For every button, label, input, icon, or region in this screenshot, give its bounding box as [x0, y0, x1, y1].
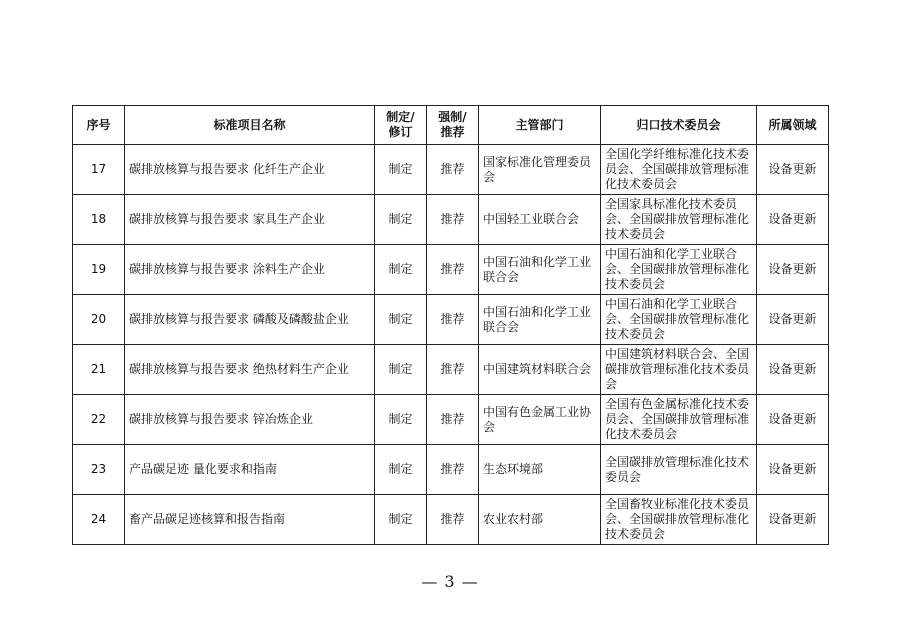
- row-number-cell: 21: [73, 345, 125, 395]
- department-cell: 中国建筑材料联合会: [479, 345, 601, 395]
- standard-name-cell: 畜产品碳足迹核算和报告指南: [125, 495, 375, 545]
- department-cell: 中国石油和化学工业联合会: [479, 295, 601, 345]
- field-cell: 设备更新: [757, 245, 829, 295]
- header-field: 所属领域: [757, 106, 829, 145]
- row-number-cell: 18: [73, 195, 125, 245]
- page-number: — 3 —: [421, 572, 479, 591]
- standard-name-cell: 碳排放核算与报告要求 绝热材料生产企业: [125, 345, 375, 395]
- row-number-cell: 22: [73, 395, 125, 445]
- header-revise-line2: 修订: [388, 125, 413, 139]
- table-header-row: [73, 106, 829, 145]
- department-cell: 中国石油和化学工业联合会: [479, 245, 601, 295]
- committee-cell: 全国碳排放管理标准化技术委员会: [601, 445, 757, 495]
- header-revise-line1: 制定/: [386, 110, 415, 124]
- header-revise: [375, 106, 427, 145]
- table-row: [73, 295, 829, 345]
- field-cell: 设备更新: [757, 195, 829, 245]
- standard-name-cell: 碳排放核算与报告要求 磷酸及磷酸盐企业: [125, 295, 375, 345]
- committee-cell: 全国家具标准化技术委员会、全国碳排放管理标准化技术委员会: [601, 195, 757, 245]
- row-number-cell: 20: [73, 295, 125, 345]
- field-cell: 设备更新: [757, 295, 829, 345]
- force-type-cell: 推荐: [427, 245, 479, 295]
- row-number-cell: 19: [73, 245, 125, 295]
- committee-cell: 中国石油和化学工业联合会、全国碳排放管理标准化技术委员会: [601, 245, 757, 295]
- revise-type-cell: 制定: [375, 245, 427, 295]
- department-cell: 中国轻工业联合会: [479, 195, 601, 245]
- department-cell: 生态环境部: [479, 445, 601, 495]
- committee-cell: 中国建筑材料联合会、全国碳排放管理标准化技术委员会: [601, 345, 757, 395]
- table-row: [73, 245, 829, 295]
- standard-name-cell: 碳排放核算与报告要求 涂料生产企业: [125, 245, 375, 295]
- committee-cell: 全国化学纤维标准化技术委员会、全国碳排放管理标准化技术委员会: [601, 145, 757, 195]
- force-type-cell: 推荐: [427, 345, 479, 395]
- revise-type-cell: 制定: [375, 345, 427, 395]
- row-number-cell: 23: [73, 445, 125, 495]
- force-type-cell: 推荐: [427, 145, 479, 195]
- header-force-line2: 推荐: [440, 125, 465, 139]
- header-force: [427, 106, 479, 145]
- standard-name-cell: 碳排放核算与报告要求 化纤生产企业: [125, 145, 375, 195]
- department-cell: 农业农村部: [479, 495, 601, 545]
- field-cell: 设备更新: [757, 395, 829, 445]
- field-cell: 设备更新: [757, 145, 829, 195]
- table-row: [73, 395, 829, 445]
- revise-type-cell: 制定: [375, 145, 427, 195]
- revise-type-cell: 制定: [375, 395, 427, 445]
- standard-name-cell: 碳排放核算与报告要求 家具生产企业: [125, 195, 375, 245]
- row-number-cell: 17: [73, 145, 125, 195]
- table-row: [73, 445, 829, 495]
- committee-cell: 全国有色金属标准化技术委员会、全国碳排放管理标准化技术委员会: [601, 395, 757, 445]
- department-cell: 中国有色金属工业协会: [479, 395, 601, 445]
- field-cell: 设备更新: [757, 495, 829, 545]
- standards-table: [72, 105, 829, 545]
- committee-cell: 中国石油和化学工业联合会、全国碳排放管理标准化技术委员会: [601, 295, 757, 345]
- revise-type-cell: 制定: [375, 495, 427, 545]
- force-type-cell: 推荐: [427, 445, 479, 495]
- field-cell: 设备更新: [757, 345, 829, 395]
- force-type-cell: 推荐: [427, 195, 479, 245]
- table-row: [73, 495, 829, 545]
- standard-name-cell: 碳排放核算与报告要求 锌冶炼企业: [125, 395, 375, 445]
- standard-name-cell: 产品碳足迹 量化要求和指南: [125, 445, 375, 495]
- table-row: [73, 145, 829, 195]
- header-dept: 主管部门: [479, 106, 601, 145]
- table-row: [73, 195, 829, 245]
- revise-type-cell: 制定: [375, 445, 427, 495]
- force-type-cell: 推荐: [427, 395, 479, 445]
- committee-cell: 全国畜牧业标准化技术委员会、全国碳排放管理标准化技术委员会: [601, 495, 757, 545]
- header-no: 序号: [73, 106, 125, 145]
- revise-type-cell: 制定: [375, 295, 427, 345]
- row-number-cell: 24: [73, 495, 125, 545]
- field-cell: 设备更新: [757, 445, 829, 495]
- revise-type-cell: 制定: [375, 195, 427, 245]
- force-type-cell: 推荐: [427, 295, 479, 345]
- header-force-line1: 强制/: [438, 110, 467, 124]
- department-cell: 国家标准化管理委员会: [479, 145, 601, 195]
- header-committee: 归口技术委员会: [601, 106, 757, 145]
- header-name: 标准项目名称: [125, 106, 375, 145]
- force-type-cell: 推荐: [427, 495, 479, 545]
- table-row: [73, 345, 829, 395]
